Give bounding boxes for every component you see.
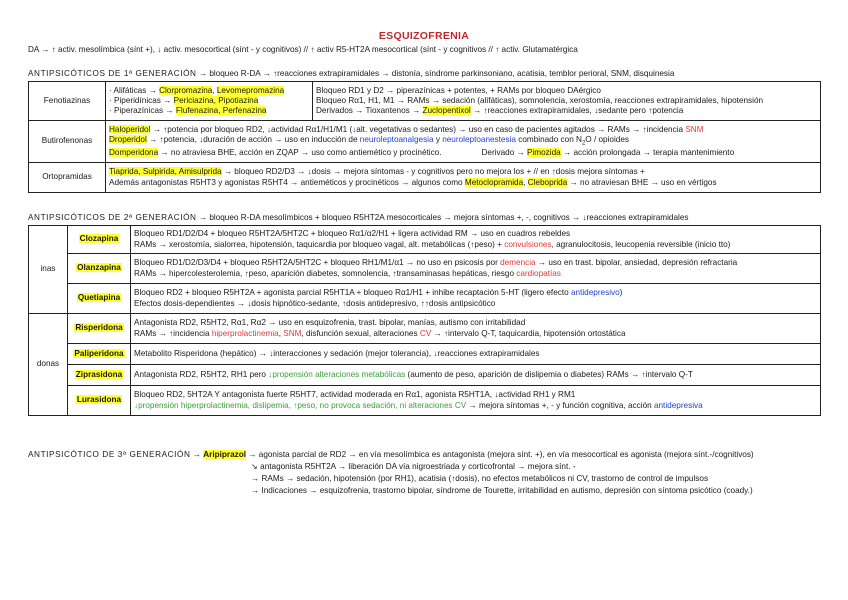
drug-quetiapina: Quetiapina [68, 284, 131, 314]
olanzapina-desc: Bloqueo RD1/D2/D3/D4 + bloqueo R5HT2A/5HT2C + bloqueo RH1/M1/α1 → no uso en psicosis por demencia → uso en trast. bipolar, ansiedad, depresión refractaria RAMs → hipercolesterolemia, ↑peso, aparición diabetes, somnolencia, ↑transaminasas hepáticas, riesgo cardiopatías [131, 254, 821, 284]
first-gen-heading-desc: → bloqueo R-DA → ↑reacciones extrapiramidales → distonía, síndrome parkinsoniano, acatisia, temblor perioral, SNM, disquinesia [196, 69, 675, 78]
risperidona-desc: Antagonista RD2, R5HT2, Rα1, Rα2 → uso en esquizofrenia, trast. bipolar, manías, autismo con irritabilidad RAMs → ↑incidencia hiperprolactinemia, SNM, disfunción sexual, alteraciones CV → ↑intervalo Q-T, taquicardia, hipotensión ortostática [131, 314, 821, 344]
row-lurasidona [29, 386, 821, 416]
row-butirofenonas [29, 121, 821, 163]
aripiprazol-line4: → Indicaciones → esquizofrenia, trastorno bipolar, síndrome de Tourette, irritabilidad en autismo, depresión con síntoma psicótico (coady.) [251, 486, 753, 495]
second-gen-heading [28, 213, 689, 223]
aripiprazol-line1: → agonista parcial de RD2 → en vía mesolímbica es antagonista (mejora sínt. +), en vía mesocortical es agonista (mejora sínt.-/cognitivos) [246, 450, 754, 459]
page-title: ESQUIZOFRENIA [378, 30, 470, 42]
second-gen-heading-desc: → bloqueo R-DA mesolímbicos + bloqueo R5HT2A mesocorticales → mejora síntomas +, -, cognitivos → ↓reacciones extrapiramidales [196, 213, 689, 222]
first-gen-heading [28, 69, 674, 79]
drug-ziprasidona: Ziprasidona [68, 365, 131, 386]
ortopramidas-label: Ortopramidas [29, 163, 106, 193]
fenotiazinas-subtypes [106, 82, 313, 121]
aripiprazol-line3: → RAMs → sedación, hipotensión (por RH1), acatisia (↑dosis), no efectos metabólicos ni CV, trastorno de control de impulsos [251, 474, 709, 483]
row-fenotiazinas [29, 82, 821, 121]
quetiapina-desc: Bloqueo RD2 + bloqueo R5HT2A + agonista parcial R5HT1A + bloqueo Rα1/H1 + inhibe recaptación 5-HT (ligero efecto antidepresivo) Efectos dosis-dependientes → ↓dosis hipnótico-sedante, ↑dosis antidepresivo, ↑↑dosis antipsicótico [131, 284, 821, 314]
lurasidona-desc: Bloqueo RD2, 5HT2A Y antagonista fuerte R5HT7, actividad moderada en Rα1, agonista R5HT1A, ↓actividad RH1 y RM1 ↓propensión hiperprolactinemia, dislipemia, ↑peso, no provoca sedación, ni alteraciones CV → mejora síntomas +, - y función cognitiva, acción antidepresiva [131, 386, 821, 416]
second-gen-table [28, 225, 821, 416]
third-gen-heading: ANTIPSICÓTICO DE 3ª GENERACIÓN → Aripiprazol → agonista parcial de RD2 → en vía mesolímbica es antagonista (mejora sínt. +), en vía mesocortical es agonista (mejora sínt.-/cognitivos) [28, 450, 754, 459]
first-gen-heading-title: ANTIPSICÓTICOS DE 1ª GENERACIÓN [28, 69, 197, 78]
row-ziprasidona [29, 365, 821, 386]
third-gen-heading-title: ANTIPSICÓTICO DE 3ª GENERACIÓN [28, 450, 191, 459]
second-gen-heading-title: ANTIPSICÓTICOS DE 2ª GENERACIÓN [28, 213, 197, 222]
drug-aripiprazol: Aripiprazol [203, 450, 247, 459]
group-donas: donas [29, 314, 68, 416]
fenotiazinas-label: Fenotiazinas [29, 82, 106, 121]
drug-clozapina: Clozapina [68, 226, 131, 254]
row-risperidona [29, 314, 821, 344]
row-paliperidona [29, 344, 821, 365]
drug-olanzapina: Olanzapina [68, 254, 131, 284]
group-inas: inas [29, 226, 68, 314]
fenotiazinas-subtype-alifaticas: · Alifáticas → Clorpromazina, Levomepromazina [109, 85, 285, 95]
intro-line: DA → ↑ activ. mesolímbica (sínt +), ↓ activ. mesocortical (sínt - y cognitivos) // ↑ activ R5-HT2A mesocortical (sínt - y cognitivos // ↑ activ. Glutamatérgica [28, 45, 578, 54]
row-quetiapina [29, 284, 821, 314]
drug-paliperidona: Paliperidona [68, 344, 131, 365]
fenotiazinas-desc: Bloqueo RD1 y D2 → piperazínicas + potentes, + RAMs por bloqueo DAérgico Bloqueo Rα1, H1, M1 → RAMs → sedación (alifáticas), somnolencia, xerostomía, reacciones extrapiramidales, hipotensión Derivados → Tioxantenos → Zuclopentixol → ↑reacciones extrapiramidales, ↓sedante pero ↑potencia [313, 82, 821, 121]
butirofenonas-desc: Haloperidol → ↑potencia por bloqueo RD2, ↓actividad Rα1/H1/M1 (↓alt. vegetativas o sedantes) → uso en caso de pacientes agitados → RAMs → ↑incidencia SNM Droperidol → ↑potencia, ↓duración de acción → uso en inducción de neuroleptoanalgesia y neuroleptoanestesia combinado con $N_2O$ / opioides Domperidona → no atraviesa BHE, acción en ZQAP → uso como antiemético y procinético. Derivado → Pimozida → acción prolongada → terapia mantenimiento [106, 121, 821, 163]
first-gen-table [28, 81, 821, 193]
drug-risperidona: Risperidona [68, 314, 131, 344]
paliperidona-desc: Metabolito Risperidona (hepático) → ↓interacciones y sedación (mejor tolerancia), ↓reacciones extrapiramidales [131, 344, 821, 365]
row-olanzapina [29, 254, 821, 284]
butirofenonas-label: Butirofenonas [29, 121, 106, 163]
clozapina-desc: Bloqueo RD1/D2/D4 + bloqueo R5HT2A/5HT2C + bloqueo Rα1/α2/H1 + ligera actividad RM → uso en cuadros rebeldes RAMs → xerostomía, sialorrea, hipotensión, taquicardia por bloqueo vagal, alt. metabólicas (↑peso) + convulsiones, agranulocitosis, leucopenia reversible (inicio tto) [131, 226, 821, 254]
drug-lurasidona: Lurasidona [68, 386, 131, 416]
ziprasidona-desc: Antagonista RD2, R5HT2, RH1 pero ↓propensión alteraciones metabólicas (aumento de peso, aparición de dislipemia o diabetes) RAMs → ↑intervalo Q-T [131, 365, 821, 386]
ortopramidas-desc: Tiaprida, Sulpirida, Amisulprida → bloqueo RD2/D3 → ↓dosis → mejora síntomas - y cognitivos pero no mejora los + // en ↑dosis mejora síntomas + Además antagonistas R5HT3 y agonistas R5HT4 → antieméticos y procinéticos → algunos como Metoclopramida, Cleboprida → no atraviesan BHE → uso en vértigos [106, 163, 821, 193]
fenotiazinas-subtype-piperazinicas: · Piperazínicas → Flufenazina, Perfenazina [109, 106, 267, 116]
aripiprazol-line2: ↘ antagonista R5HT2A → liberación DA vía nigroestriada y corticofrontal → mejora sínt. - [251, 462, 576, 471]
row-clozapina [29, 226, 821, 254]
fenotiazinas-subtype-piperidinicas: · Piperidínicas → Periciazina, Pipotiazina [109, 95, 259, 105]
row-ortopramidas [29, 163, 821, 193]
